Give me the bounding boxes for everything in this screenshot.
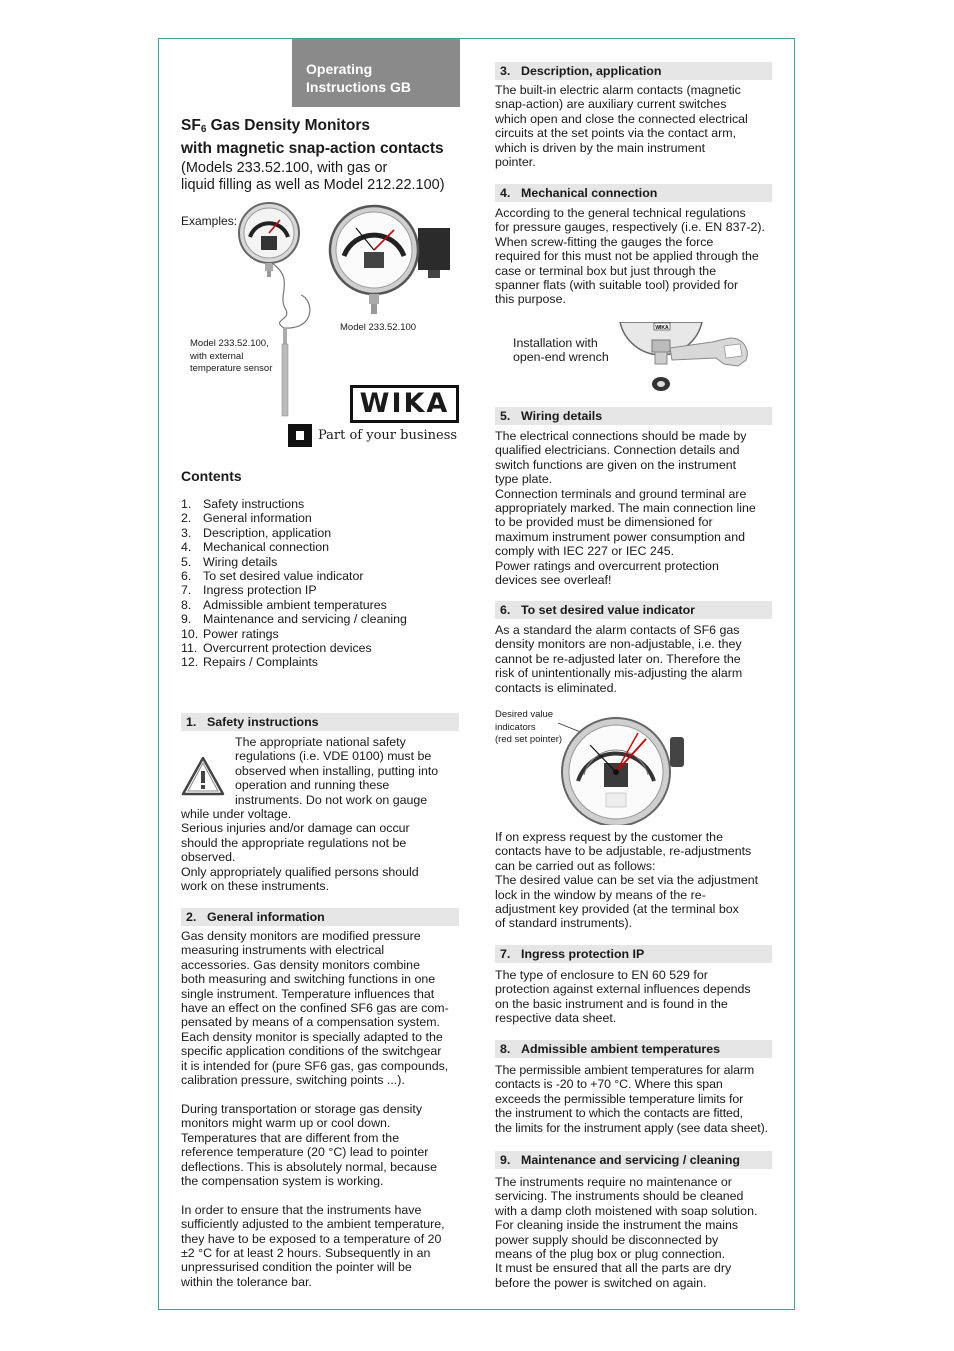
text-line: of standard instruments). bbox=[495, 916, 633, 931]
contents-item-label: Description, application bbox=[203, 525, 332, 540]
section-4-header bbox=[495, 184, 772, 202]
contents-item bbox=[181, 627, 461, 641]
text-line: instruments. Do not work on gauge bbox=[235, 792, 428, 807]
section-3-header bbox=[495, 62, 772, 80]
contents-item bbox=[181, 526, 461, 540]
tagline-mark-icon bbox=[288, 424, 312, 447]
examples-label: Examples: bbox=[181, 214, 238, 228]
document-title bbox=[181, 116, 461, 158]
text-line: which open and close the connected electrical bbox=[495, 111, 748, 126]
text-line: ±2 °C for at least 2 hours. Subsequently in an bbox=[181, 1245, 431, 1260]
set-pointer-caption-1: Desired value bbox=[495, 709, 554, 720]
text-line: For cleaning inside the instrument the mains bbox=[495, 1218, 739, 1233]
text-line: The type of enclosure to EN 60 529 for bbox=[495, 968, 708, 982]
contents-item-label: Maintenance and servicing / cleaning bbox=[203, 612, 407, 627]
contents-item bbox=[181, 583, 461, 597]
contents-item bbox=[181, 497, 461, 511]
section-9-title: Maintenance and servicing / cleaning bbox=[521, 1153, 740, 1167]
small-gauge-icon bbox=[239, 203, 310, 416]
contents-item-label: General information bbox=[203, 511, 312, 526]
contents-item bbox=[181, 641, 461, 655]
text-line: they have to be exposed to a temperature of 20 bbox=[181, 1231, 442, 1246]
text-line: observed. bbox=[181, 850, 236, 865]
set-pointer-caption-2: indicators bbox=[495, 721, 536, 733]
section-2-header bbox=[181, 908, 459, 926]
contents-item-label: Power ratings bbox=[203, 626, 279, 641]
subtitle-line-1: (Models 233.52.100, with gas or bbox=[181, 160, 388, 176]
text-line: The permissible ambient temperatures for alarm bbox=[495, 1063, 755, 1077]
text-line: snap-action) are auxiliary current switches bbox=[495, 97, 727, 112]
contents-item bbox=[181, 511, 461, 525]
section-5-number: 5. bbox=[500, 409, 511, 423]
text-line: comply with IEC 227 or IEC 245. bbox=[495, 544, 675, 559]
text-line: If on express request by the customer the bbox=[495, 830, 723, 844]
caption-left-2: with external bbox=[190, 350, 244, 362]
text-line: appropriately marked. The main connection line bbox=[495, 501, 756, 516]
text-line: According to the general technical regulations bbox=[495, 206, 746, 220]
section-5-title: Wiring details bbox=[521, 409, 603, 423]
text-line: contacts is eliminated. bbox=[495, 680, 617, 695]
text-line: circuits at the set points via the contact arm, bbox=[495, 126, 737, 141]
text-line: Serious injuries and/or damage can occur bbox=[181, 821, 410, 836]
section-5-text bbox=[495, 429, 777, 587]
text-line: contacts is -20 to +70 °C. Where this span bbox=[495, 1077, 723, 1092]
text-line: single instrument. Temperature influences that bbox=[181, 986, 435, 1001]
contents-item-number: 7. bbox=[181, 583, 192, 598]
text-line: During transportation or storage gas density bbox=[181, 1101, 423, 1116]
text-line: the compensation system is working. bbox=[181, 1173, 384, 1188]
contents-item-number: 5. bbox=[181, 554, 192, 569]
text-line bbox=[181, 1188, 463, 1202]
text-line: it is intended for (pure SF6 gas, gas compounds, bbox=[181, 1058, 449, 1073]
text-line: When screw-fitting the gauges the force bbox=[495, 234, 714, 249]
text-line: which is driven by the main instrument bbox=[495, 140, 706, 155]
section-8-header bbox=[495, 1040, 772, 1058]
contents-item-number: 1. bbox=[181, 497, 192, 511]
contents-item-label: Mechanical connection bbox=[203, 540, 330, 555]
text-line: protection against external influences depends bbox=[495, 982, 751, 997]
text-line: reference temperature (20 °C) lead to pointer bbox=[181, 1145, 429, 1160]
text-line: for pressure gauges, respectively (i.e. EN 837-2). bbox=[495, 220, 765, 235]
text-line: with a damp cloth moistened with soap solution. bbox=[495, 1203, 758, 1218]
title-block bbox=[181, 116, 461, 194]
set-pointer-gauge-illustration bbox=[550, 715, 690, 825]
text-line: have an effect on the confined SF6 gas are com- bbox=[181, 1001, 449, 1016]
text-line: devices see overleaf! bbox=[495, 573, 612, 588]
contents-item bbox=[181, 655, 461, 669]
section-1-title: Safety instructions bbox=[207, 715, 319, 729]
contents-item-label: Repairs / Complaints bbox=[203, 655, 319, 670]
gauge-brand-mark: WIKA bbox=[655, 325, 669, 331]
contents-list bbox=[181, 497, 461, 670]
contents-item bbox=[181, 569, 461, 583]
text-line: Connection terminals and ground terminal are bbox=[495, 486, 747, 501]
set-pointer-caption-3: (red set pointer) bbox=[495, 734, 563, 745]
text-line: should the appropriate regulations not be bbox=[181, 835, 407, 850]
subtitle-line-2: liquid filling as well as Model 212.22.100) bbox=[181, 177, 445, 193]
text-line: before the power is switched on again. bbox=[495, 1275, 707, 1290]
contents-item-label: To set desired value indicator bbox=[203, 569, 364, 584]
section-1-number: 1. bbox=[186, 715, 197, 729]
text-line: adjustment key provided (at the terminal box bbox=[495, 902, 739, 917]
text-line: switch functions are given on the instrument bbox=[495, 457, 737, 472]
section-5-header bbox=[495, 407, 772, 425]
text-line: pensated by means of a compensation system. bbox=[181, 1015, 440, 1030]
contents-item bbox=[181, 555, 461, 569]
contents-item-number: 3. bbox=[181, 525, 192, 540]
text-line: servicing. The instruments should be cleaned bbox=[495, 1189, 744, 1204]
text-line: on the basic instrument and is found in the bbox=[495, 996, 728, 1011]
section-4-text bbox=[495, 206, 777, 307]
text-line: The built-in electric alarm contacts (magnetic bbox=[495, 83, 741, 97]
document-badge bbox=[292, 39, 460, 107]
contents-item-label: Admissible ambient temperatures bbox=[203, 597, 387, 612]
text-line: respective data sheet. bbox=[495, 1011, 617, 1026]
text-line: power supply should be disconnected by bbox=[495, 1232, 719, 1247]
text-line: risk of unintentionally mis-adjusting the alarm bbox=[495, 666, 743, 681]
document-subtitle bbox=[181, 160, 461, 194]
badge-line-2: Instructions GB bbox=[306, 79, 412, 95]
text-line: accessories. Gas density monitors combine bbox=[181, 957, 420, 972]
section-7-text bbox=[495, 968, 777, 1026]
text-line: The instruments require no maintenance or bbox=[495, 1175, 732, 1189]
text-line: It must be ensured that all the parts are dry bbox=[495, 1261, 732, 1276]
text-line: monitors might warm up or cool down. bbox=[181, 1116, 391, 1131]
caption-left bbox=[190, 338, 272, 376]
contents-item bbox=[181, 612, 461, 626]
section-8-number: 8. bbox=[500, 1042, 511, 1056]
caption-left-1: Model 233.52.100, bbox=[190, 338, 269, 349]
text-line: maximum instrument power consumption and bbox=[495, 529, 745, 544]
text-line: density monitors are non-adjustable, i.e. they bbox=[495, 637, 742, 652]
wika-tagline bbox=[288, 424, 457, 447]
text-line: The desired value can be set via the adjustment bbox=[495, 873, 759, 888]
section-3-title: Description, application bbox=[521, 64, 662, 78]
text-line: In order to ensure that the instruments have bbox=[181, 1202, 422, 1217]
section-1-text-beside bbox=[235, 735, 465, 807]
section-6-header bbox=[495, 601, 772, 619]
text-line: qualified electricians. Connection details and bbox=[495, 443, 740, 458]
section-3-text bbox=[495, 83, 775, 169]
contents-item-number: 8. bbox=[181, 597, 192, 612]
text-line: while under voltage. bbox=[181, 807, 292, 821]
install-caption bbox=[513, 336, 609, 365]
text-line: the limits for the instrument apply (see data sheet). bbox=[495, 1120, 768, 1135]
text-line: means of the plug box or plug connection. bbox=[495, 1247, 726, 1262]
contents-item-number: 10. bbox=[181, 626, 199, 641]
caption-left-3: temperature sensor bbox=[190, 363, 273, 374]
section-1-header bbox=[181, 713, 459, 731]
contents-item bbox=[181, 598, 461, 612]
text-line: The electrical connections should be made by bbox=[495, 429, 747, 443]
warning-triangle-icon bbox=[181, 756, 225, 796]
text-line: measuring instruments with electrical bbox=[181, 943, 385, 958]
install-caption-2: open-end wrench bbox=[513, 350, 609, 365]
section-7-title: Ingress protection IP bbox=[521, 947, 645, 961]
text-line: calibration pressure, switching points ...). bbox=[181, 1073, 405, 1088]
section-2-number: 2. bbox=[186, 910, 197, 924]
section-2-title: General information bbox=[207, 910, 325, 924]
contents-item-number: 9. bbox=[181, 612, 192, 627]
text-line: lock in the window by means of the re- bbox=[495, 887, 706, 902]
title-sf: SF bbox=[181, 117, 201, 134]
contents-item-number: 6. bbox=[181, 569, 192, 584]
text-line: work on these instruments. bbox=[181, 879, 330, 894]
wika-logo bbox=[350, 385, 459, 423]
text-line: The appropriate national safety bbox=[235, 735, 406, 749]
text-line: Only appropriately qualified persons should bbox=[181, 864, 419, 879]
text-line: unpressurised condition the pointer will be bbox=[181, 1260, 412, 1275]
contents-item-number: 12. bbox=[181, 655, 199, 670]
caption-right: Model 233.52.100 bbox=[340, 322, 417, 333]
contents-heading: Contents bbox=[181, 468, 242, 484]
contents-item bbox=[181, 540, 461, 554]
section-4-number: 4. bbox=[500, 186, 511, 200]
contents-item-number: 4. bbox=[181, 540, 192, 555]
text-line: Temperatures that are different from the bbox=[181, 1130, 400, 1145]
text-line: sufficiently adjusted to the ambient temperature, bbox=[181, 1217, 445, 1232]
text-line: required for this must not be applied through the bbox=[495, 249, 759, 264]
text-line: both measuring and switching functions in one bbox=[181, 972, 436, 987]
text-line: deflections. This is absolutely normal, because bbox=[181, 1159, 437, 1174]
section-6-title: To set desired value indicator bbox=[521, 603, 695, 617]
install-caption-1: Installation with bbox=[513, 336, 598, 350]
text-line: observed when installing, putting into bbox=[235, 763, 439, 778]
text-line: cannot be re-adjusted later on. Therefore the bbox=[495, 651, 741, 666]
section-7-number: 7. bbox=[500, 947, 511, 961]
section-1-text bbox=[181, 807, 461, 893]
contents-item-number: 2. bbox=[181, 511, 192, 526]
tagline-text: Part of your business bbox=[318, 428, 458, 443]
section-3-number: 3. bbox=[500, 64, 511, 78]
text-line: Each density monitor is specially adapted to the bbox=[181, 1029, 443, 1044]
text-line: contacts have to be adjustable, re-adjustments bbox=[495, 844, 752, 859]
text-line: As a standard the alarm contacts of SF6 gas bbox=[495, 623, 740, 637]
section-6-text bbox=[495, 623, 777, 695]
text-line: pointer. bbox=[495, 155, 536, 170]
large-gauge-icon bbox=[330, 206, 450, 314]
section-9-number: 9. bbox=[500, 1153, 511, 1167]
text-line: Gas density monitors are modified pressure bbox=[181, 929, 421, 943]
contents-item-number: 11. bbox=[181, 641, 198, 656]
text-line: operation and running these bbox=[235, 778, 390, 793]
text-line: type plate. bbox=[495, 472, 553, 487]
section-4-title: Mechanical connection bbox=[521, 186, 658, 200]
contents-item-label: Overcurrent protection devices bbox=[203, 641, 372, 656]
section-9-text bbox=[495, 1175, 777, 1290]
badge-line-1: Operating bbox=[306, 61, 373, 77]
text-line: spanner flats (with suitable tool) provided for bbox=[495, 278, 739, 293]
text-line: Power ratings and overcurrent protection bbox=[495, 558, 719, 573]
wika-logo-text: WIKA bbox=[359, 388, 450, 419]
text-line: regulations (i.e. VDE 0100) must be bbox=[235, 749, 432, 764]
wrench-installation-illustration bbox=[618, 322, 750, 394]
text-line: this purpose. bbox=[495, 292, 566, 307]
section-8-title: Admissible ambient temperatures bbox=[521, 1042, 721, 1056]
title-rest: Gas Density Monitors bbox=[206, 117, 371, 134]
text-line: case or terminal box but just through the bbox=[495, 263, 717, 278]
title-line-2: with magnetic snap-action contacts bbox=[181, 140, 444, 157]
contents-item-label: Safety instructions bbox=[203, 497, 305, 511]
text-line: to be provided must be dimensioned for bbox=[495, 515, 713, 530]
text-line: the instrument to which the contacts are fitted, bbox=[495, 1106, 743, 1121]
section-7-header bbox=[495, 945, 772, 963]
section-2-text bbox=[181, 929, 463, 1289]
text-line: exceeds the permissible temperature limits for bbox=[495, 1091, 744, 1106]
section-6-number: 6. bbox=[500, 603, 511, 617]
section-8-text bbox=[495, 1063, 780, 1135]
title-sub: 6 bbox=[200, 124, 207, 135]
text-line: specific application conditions of the switchgear bbox=[181, 1044, 442, 1059]
contents-item-label: Ingress protection IP bbox=[203, 583, 317, 598]
text-line: within the tolerance bar. bbox=[181, 1274, 312, 1289]
section-9-header bbox=[495, 1151, 772, 1169]
text-line: can be carried out as follows: bbox=[495, 858, 656, 873]
text-line bbox=[181, 1087, 463, 1101]
contents-item-label: Wiring details bbox=[203, 554, 278, 569]
section-6-text-2 bbox=[495, 830, 777, 931]
